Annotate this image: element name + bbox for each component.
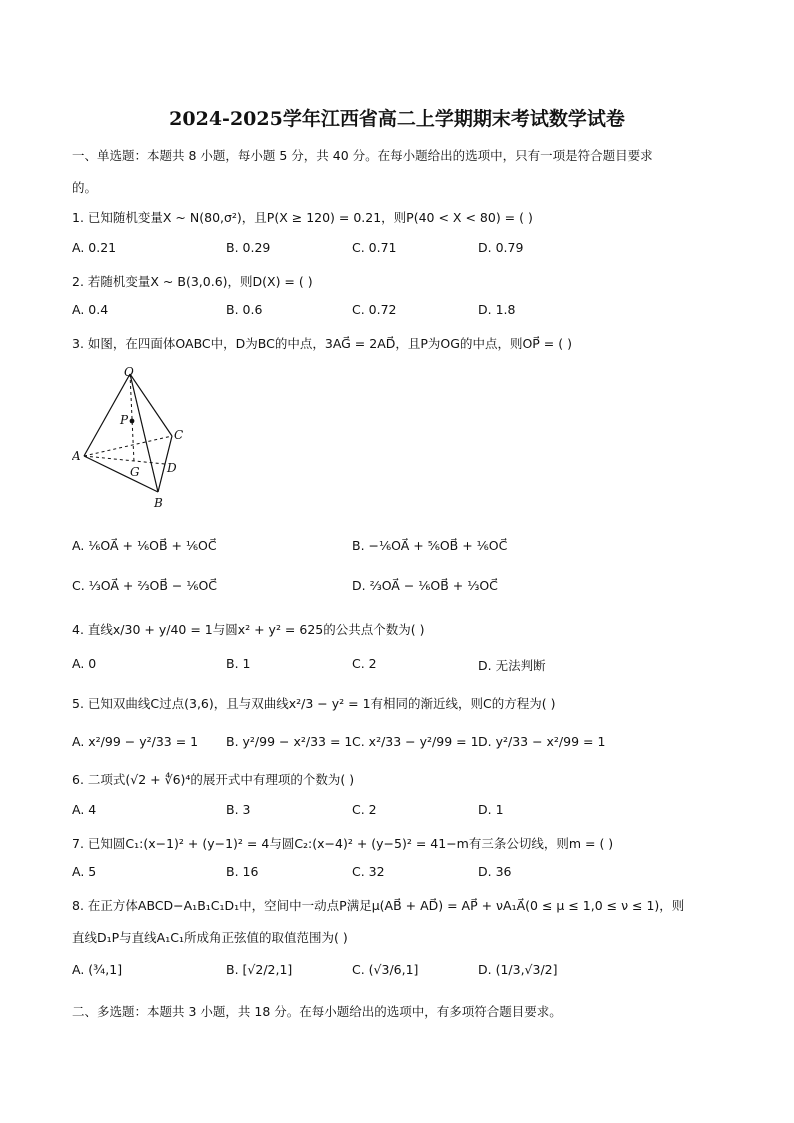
q2-option-b: B. 0.6 — [226, 302, 263, 317]
segment-ad-hidden — [84, 456, 165, 464]
q2-stem: 2. 若随机变量X ~ B(3,0.6)，则D(X) = ( ) — [72, 274, 313, 289]
label-p: P — [120, 413, 129, 427]
q6-option-a: A. 4 — [72, 802, 97, 817]
point-p — [130, 419, 135, 424]
label-o: O — [124, 365, 134, 379]
section2-header: 二、多选题：本题共 3 小题，共 18 分。在每小题给出的选项中，有多项符合题目要求。 — [72, 1004, 562, 1019]
label-g: G — [130, 465, 140, 479]
section1-header-line2: 的。 — [72, 180, 98, 195]
label-a: A — [72, 449, 81, 463]
label-d: D — [167, 461, 177, 475]
edge-ac-hidden — [84, 436, 172, 456]
q2-option-d: D. 1.8 — [478, 302, 516, 317]
q1-option-b: B. 0.29 — [226, 240, 271, 255]
edge-oc — [130, 374, 172, 436]
q1-option-d: D. 0.79 — [478, 240, 524, 255]
q8-option-a: A. (¾,1] — [72, 962, 123, 977]
q1-option-a: A. 0.21 — [72, 240, 117, 255]
q5-option-b: B. y²/99 − x²/33 = 1 — [226, 734, 353, 749]
q3-option-c: C. ⅓OA⃗ + ⅔OB⃗ − ⅙OC⃗ — [72, 578, 218, 593]
q4-option-b: B. 1 — [226, 656, 251, 671]
q6-stem: 6. 二项式(√2 + ∜6)⁴的展开式中有理项的个数为( ) — [72, 772, 355, 787]
q6-option-c: C. 2 — [352, 802, 377, 817]
q4-option-a: A. 0 — [72, 656, 97, 671]
q6-option-d: D. 1 — [478, 802, 504, 817]
q8-option-d: D. (1/3,√3/2] — [478, 962, 558, 977]
q5-stem: 5. 已知双曲线C过点(3,6)，且与双曲线x²/3 − y² = 1有相同的渐近线，则C的方程为( ) — [72, 696, 556, 711]
q3-option-b: B. −⅙OA⃗ + ⅚OB⃗ + ⅙OC⃗ — [352, 538, 508, 553]
q1-option-c: C. 0.71 — [352, 240, 397, 255]
q8-stem-line2: 直线D₁P与直线A₁C₁所成角正弦值的取值范围为( ) — [72, 930, 348, 945]
q2-option-a: A. 0.4 — [72, 302, 109, 317]
q7-option-a: A. 5 — [72, 864, 97, 879]
edge-ab — [84, 456, 158, 492]
q5-option-c: C. x²/33 − y²/99 = 1 — [352, 734, 479, 749]
tetrahedron-figure — [72, 364, 192, 514]
q8-option-c: C. (√3/6,1] — [352, 962, 419, 977]
q6-option-b: B. 3 — [226, 802, 251, 817]
label-c: C — [174, 428, 184, 442]
q4-option-d: D. 无法判断 — [478, 658, 546, 673]
q7-option-d: D. 36 — [478, 864, 512, 879]
q8-stem-line1: 8. 在正方体ABCD−A₁B₁C₁D₁中，空间中一动点P满足μ(AB⃗ + AD⃗) = AP⃗ + νA₁A⃗(0 ≤ μ ≤ 1,0 ≤ ν ≤ 1)，则 — [72, 898, 685, 913]
q7-option-b: B. 16 — [226, 864, 259, 879]
q3-stem: 3. 如图，在四面体OABC中，D为BC的中点，3AG⃗ = 2AD⃗，且P为OG的中点，则OP⃗ = ( ) — [72, 336, 572, 351]
exam-title: 2024-2025学年江西省高二上学期期末考试数学试卷 — [169, 108, 625, 130]
q4-stem: 4. 直线x/30 + y/40 = 1与圆x² + y² = 625的公共点个数为( ) — [72, 622, 425, 637]
q4-option-c: C. 2 — [352, 656, 377, 671]
q7-option-c: C. 32 — [352, 864, 385, 879]
q2-option-c: C. 0.72 — [352, 302, 397, 317]
q1-stem: 1. 已知随机变量X ~ N(80,σ²)，且P(X ≥ 120) = 0.21，则P(40 < X < 80) = ( ) — [72, 210, 533, 225]
q7-stem: 7. 已知圆C₁:(x−1)² + (y−1)² = 4与圆C₂:(x−4)² + (y−5)² = 41−m有三条公切线，则m = ( ) — [72, 836, 614, 851]
q3-option-a: A. ⅙OA⃗ + ⅙OB⃗ + ⅙OC⃗ — [72, 538, 217, 553]
section1-header-line1: 一、单选题：本题共 8 小题，每小题 5 分，共 40 分。在每小题给出的选项中，只有一项是符合题目要求 — [72, 148, 653, 163]
q5-option-a: A. x²/99 − y²/33 = 1 — [72, 734, 199, 749]
q8-option-b: B. [√2/2,1] — [226, 962, 293, 977]
q5-option-d: D. y²/33 − x²/99 = 1 — [478, 734, 606, 749]
q3-option-d: D. ⅔OA⃗ − ⅙OB⃗ + ⅓OC⃗ — [352, 578, 498, 593]
label-b: B — [154, 496, 163, 510]
